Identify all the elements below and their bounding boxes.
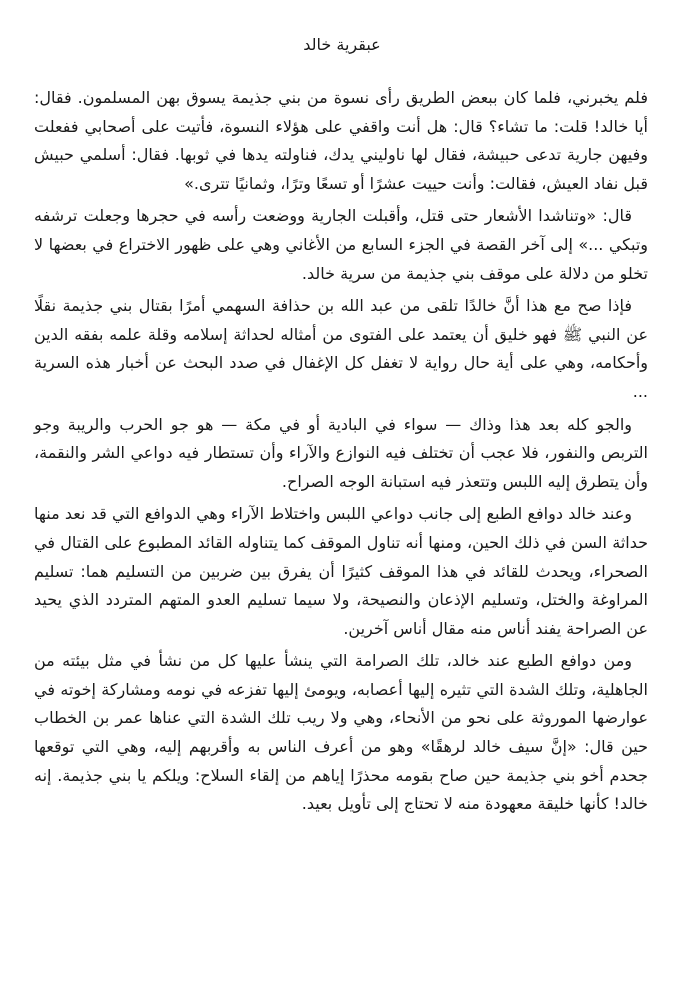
running-header: عبقرية خالد [303,35,381,54]
paragraph: ومن دوافع الطبع عند خالد، تلك الصرامة التي ينشأ عليها كل من نشأ في مثل بيئته من الجاهلية، وتلك الشدة التي تثيره إليها أعصابه، ويومئ إليها تفزعه في نومه ومشاركة إخوته في عوارضها الموروثة على نحو من الأنحاء، وهي ولا ريب تلك الشدة التي عناها عمر بن الخطاب حين قال: «إنَّ سيف خالد لرهقًا» وهو من أعرف الناس به وأقربهم إليه، وهي التي توقعها جحدم أخو بني جذيمة حين صاح بقومه محذرًا إياهم من إلقاء السلاح: ويلكم يا بني جذيمة. إنه خالد! كأنها خليقة معهودة منه لا تحتاج إلى تأويل بعيد. [34,651,648,814]
paragraph: وعند خالد دوافع الطبع إلى جانب دواعي اللبس واختلاط الآراء وهي الدوافع التي قد نعد منها حداثة السن في ذلك الحين، ومنها أنه تناول الموقف كما يتناوله القائد المطبوع على القتال في الصحراء، ويحدث للقائد في هذا الموقف كثيرًا أن يفرق بين ضربين من التسليم هما: تسليم المراوغة والختل، وتسليم الإذعان والنصيحة، ولا سيما تسليم العدو المتهم المتردد الذي يحيد عن الصراحة يفند أناس منه مقال أناس آخرين. [34,504,648,638]
paragraph: والجو كله بعد هذا وذاك — سواء في البادية أو في مكة — هو جو الحرب والريبة وجو التربص والنفور، فلا عجب أن تختلف فيه النوازع والآراء وأن تستطار فيه دواعي الشر والنقمة، وأن يتطرق إليه اللبس وتتعذر فيه استبانة الوجه الصراح. [34,414,648,491]
paragraph: قال: «وتناشدا الأشعار حتى قتل، وأقبلت الجارية ووضعت رأسه في حجرها وجعلت ترشفه وتبكي ...» إلى آخر القصة في الجزء السابع من الأغاني وهي على ظهور الاختراع في بعضها لا تخلو من دلالة على موقف بني جذيمة من سرية خالد. [34,206,648,283]
body-text [34,84,648,823]
paragraph: فلم يخبرني، فلما كان ببعض الطريق رأى نسوة من بني جذيمة يسوق بهن المسلمون. فقال: أيا خالد! قلت: ما تشاء؟ قال: هل أنت واقفي على هؤلاء النسوة، فأتيت على أصحابي ففعلت وفيهن جارية تدعى حبيشة، فقال لها ناوليني يدك، فناولته يدها في ثوبها. فقال: أسلمي حبيش قبل نفاد العيش، فقالت: وأنت حييت عشرًا أو تسعًا وترًا، وثمانيًا تترى.» [34,88,648,193]
paragraph: فإذا صح مع هذا أنَّ خالدًا تلقى من عبد الله بن حذافة السهمي أمرًا بقتال بني جذيمة نقلًا عن النبي ﷺ فهو خليق أن يعتمد على الفتوى من أمثاله لحداثة إسلامه وقلة علمه بفقه الدين وأحكامه، وهي على أية حال رواية لا تغفل كل الإغفال في صدد البحث عن أخبار هذه السرية ... [34,296,648,401]
